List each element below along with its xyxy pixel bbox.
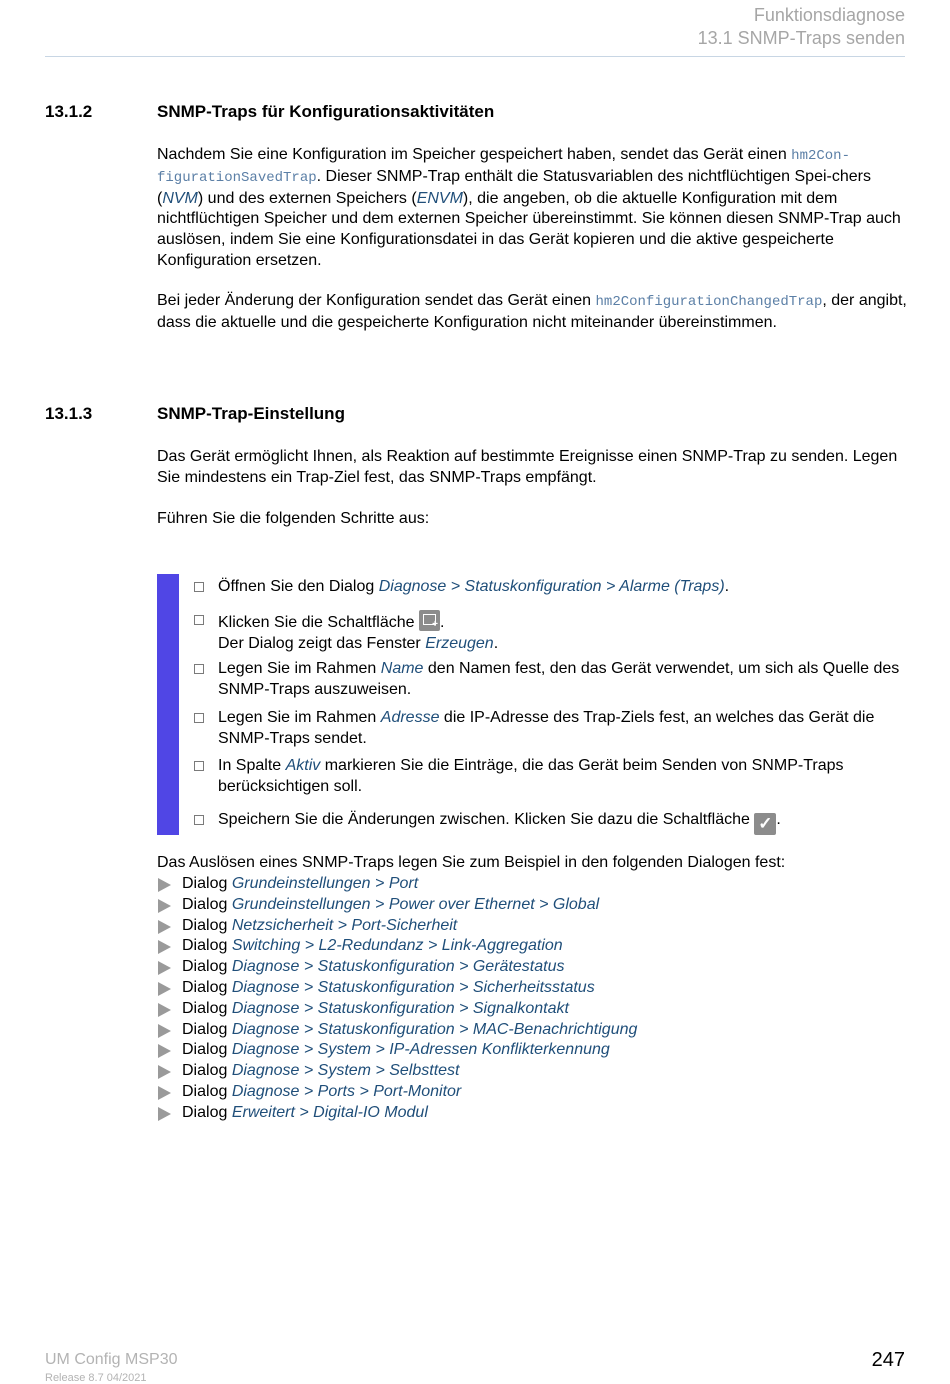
text: ), die angeben, ob die aktuelle Konfiguration mit dem nichtflüchtigen Speicher und dem externen Speicher übereinstimmt. Sie können diesen SNMP-Trap auch auslösen, indem Sie eine Konfigurationsdatei in das Gerät kopieren und die aktive gespeicherte Konfiguration ersetzen.	[157, 189, 901, 269]
ui-path: Erweitert > Digital-IO Modul	[231, 1103, 428, 1121]
text: Speichern Sie die Änderungen zwischen. Klicken Sie dazu die Schaltfläche	[218, 811, 755, 828]
checkmark-icon: ✓	[754, 813, 776, 835]
paragraph-changed-trap	[157, 291, 907, 334]
step-checkbox-icon	[194, 713, 204, 723]
paragraph-steps-intro: Führen Sie die folgenden Schritte aus:	[157, 510, 430, 527]
ui-path: Diagnose > Ports > Port-Monitor	[231, 1082, 462, 1100]
ui-frame: Adresse	[380, 709, 440, 726]
bullet-triangle-icon	[158, 1003, 171, 1017]
section-number: 13.1.3	[45, 404, 93, 423]
ui-path: Diagnose > Statuskonfiguration > Alarme (Traps)	[378, 578, 725, 595]
ui-window: Erzeugen	[425, 634, 494, 652]
text: Dialog	[182, 1103, 228, 1121]
ui-path: Grundeinstellungen > Power over Ethernet > Global	[231, 895, 600, 913]
paragraph-dialogs-intro: Das Auslösen eines SNMP-Traps legen Sie zum Beispiel in den folgenden Dialogen fest:	[157, 854, 786, 871]
list-item	[157, 874, 857, 895]
step-checkbox-icon	[194, 582, 204, 592]
bullet-triangle-icon	[158, 1024, 171, 1038]
text: .	[776, 811, 781, 828]
text: Dialog	[182, 875, 228, 892]
list-item	[157, 936, 857, 957]
step-3	[194, 659, 909, 701]
text: den Namen fest, den das Gerät verwendet, um sich als Quelle des SNMP-Traps auszuweisen.	[218, 660, 900, 698]
step-2	[194, 610, 909, 655]
text: Der Dialog zeigt das Fenster	[218, 634, 426, 652]
footer-release: Release 8.7 04/2021	[45, 1372, 147, 1384]
bullet-triangle-icon	[158, 1086, 171, 1100]
code-changed-trap: hm2ConfigurationChangedTrap	[595, 294, 823, 310]
code-saved-trap-2: figurationSavedTrap	[157, 169, 317, 186]
bullet-triangle-icon	[158, 961, 171, 975]
footer-doc-title: UM Config MSP30	[45, 1351, 178, 1368]
paragraph-trap-intro: Das Gerät ermöglicht Ihnen, als Reaktion auf bestimmte Ereignisse einen SNMP-Trap zu senden. Legen Sie mindestens ein Trap-Ziel fest, das SNMP-Traps empfängt.	[157, 448, 898, 486]
procedure-bar	[157, 574, 179, 835]
text: Bei jeder Änderung der Konfiguration sendet das Gerät einen	[157, 292, 596, 309]
text: Dialog	[182, 999, 228, 1017]
paragraph-saved-trap	[157, 145, 907, 272]
ui-path: Diagnose > Statuskonfiguration > Sicherheitsstatus	[231, 978, 595, 996]
text: .	[724, 578, 730, 595]
text: die IP-Adresse des Trap-Ziels fest, an welches das Gerät die SNMP-Traps sendet.	[218, 709, 875, 747]
list-item	[157, 1082, 857, 1103]
text: ) und des externen Speichers (	[197, 189, 417, 207]
bullet-triangle-icon	[158, 1065, 171, 1079]
header-divider	[45, 56, 905, 57]
ui-path: Netzsicherheit > Port-Sicherheit	[231, 916, 458, 934]
step-1	[194, 577, 909, 598]
text: , der angibt, dass die aktuelle und die gespeicherte Konfiguration nicht miteinander übereinstimmen.	[157, 292, 907, 331]
section-heading-1312	[45, 102, 905, 124]
text: .	[493, 634, 499, 652]
text: Dialog	[182, 895, 228, 913]
section-title: SNMP-Trap-Einstellung	[157, 404, 345, 423]
text: Dialog	[182, 916, 228, 934]
bullet-triangle-icon	[158, 878, 171, 892]
ui-path: Switching > L2-Redundanz > Link-Aggregation	[231, 937, 563, 955]
ui-path: Diagnose > Statuskonfiguration > MAC-Benachrichtigung	[231, 1020, 638, 1038]
list-item	[157, 916, 857, 937]
step-6	[194, 810, 909, 835]
ui-path: Diagnose > Statuskonfiguration > Signalkontakt	[231, 999, 569, 1017]
bullet-triangle-icon	[158, 982, 171, 996]
text: Dialog	[182, 937, 228, 955]
header-chapter: Funktionsdiagnose	[753, 5, 905, 25]
ui-term-envm: ENVM	[416, 189, 463, 207]
ui-path: Diagnose > Statuskonfiguration > Gerätestatus	[231, 958, 565, 976]
ui-frame: Name	[380, 660, 424, 677]
code-saved-trap-1: hm2Con-	[791, 148, 850, 164]
bullet-triangle-icon	[158, 920, 171, 934]
text: Dialog	[182, 978, 228, 996]
dialog-list	[157, 874, 857, 1124]
text: Dialog	[182, 1062, 228, 1080]
step-checkbox-icon	[194, 615, 204, 625]
list-item	[157, 1020, 857, 1041]
list-item	[157, 978, 857, 999]
ui-path: Grundeinstellungen > Port	[231, 875, 419, 892]
step-checkbox-icon	[194, 664, 204, 674]
text: Dialog	[182, 1082, 228, 1100]
ui-term-nvm: NVM	[162, 189, 198, 207]
list-item	[157, 1103, 857, 1124]
text: Legen Sie im Rahmen	[218, 709, 381, 726]
bullet-triangle-icon	[158, 1107, 171, 1121]
ui-column: Aktiv	[285, 757, 321, 774]
section-number: 13.1.2	[45, 102, 93, 121]
step-checkbox-icon	[194, 815, 204, 825]
list-item	[157, 957, 857, 978]
header-section: 13.1 SNMP-Traps senden	[697, 28, 905, 48]
text: Legen Sie im Rahmen	[218, 660, 381, 677]
section-heading-1313	[45, 404, 905, 426]
text: Nachdem Sie eine Konfiguration im Speicher gespeichert haben, sendet das Gerät einen	[157, 146, 792, 163]
create-table-icon: +	[419, 610, 440, 631]
bullet-triangle-icon	[158, 940, 171, 954]
text: Dialog	[182, 958, 228, 976]
page-number: 247	[871, 1349, 905, 1371]
section-title: SNMP-Traps für Konfigurationsaktivitäten	[157, 102, 495, 121]
text: Dialog	[182, 1020, 228, 1038]
text: Klicken Sie die Schaltfläche	[218, 614, 419, 631]
bullet-triangle-icon	[158, 1044, 171, 1058]
text: In Spalte	[218, 757, 286, 774]
step-4	[194, 708, 909, 750]
list-item	[157, 895, 857, 916]
text: Öffnen Sie den Dialog	[218, 578, 379, 595]
text: Dialog	[182, 1041, 228, 1059]
bullet-triangle-icon	[158, 899, 171, 913]
list-item	[157, 1040, 857, 1061]
text: .	[440, 614, 445, 631]
ui-path: Diagnose > System > IP-Adressen Konflikterkennung	[231, 1041, 610, 1059]
step-checkbox-icon	[194, 761, 204, 771]
text: . Dieser SNMP-Trap enthält die Statusvariablen des nichtflüchtigen Spei-chers (	[157, 167, 871, 207]
step-5	[194, 756, 909, 798]
list-item	[157, 1061, 857, 1082]
ui-path: Diagnose > System > Selbsttest	[231, 1062, 460, 1080]
list-item	[157, 999, 857, 1020]
text: markieren Sie die Einträge, die das Gerät beim Senden von SNMP-Traps berücksichtigen soll.	[218, 757, 844, 795]
